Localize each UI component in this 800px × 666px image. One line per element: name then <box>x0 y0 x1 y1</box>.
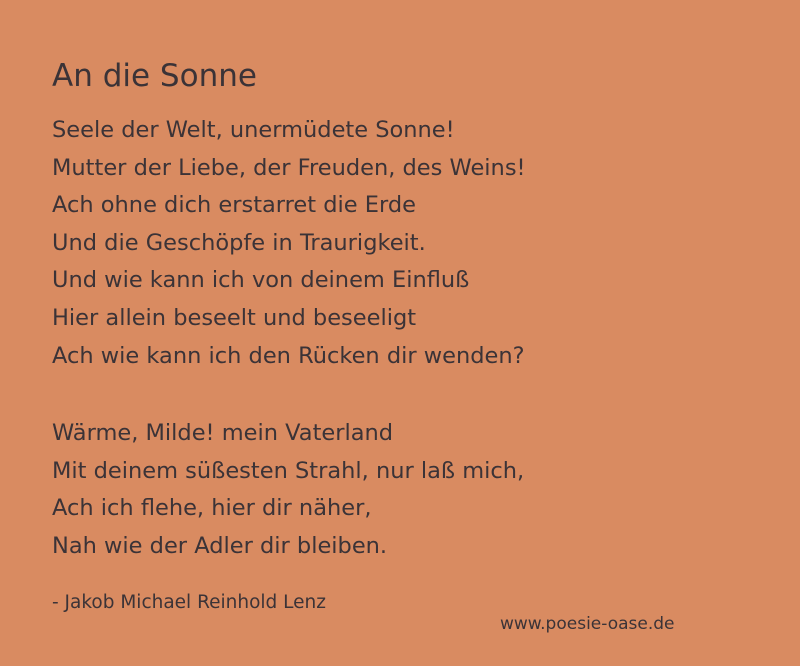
poem-line: Ach ich flehe, hier dir näher, <box>52 495 372 522</box>
poem-line: Wärme, Milde! mein Vaterland <box>52 420 394 446</box>
poem-author: - Jakob Michael Reinhold Lenz <box>52 592 326 613</box>
poem-line: Ach wie kann ich den Rücken dir wenden? <box>52 342 525 369</box>
poem-line: Hier allein beseelt und beseeligt <box>52 304 417 331</box>
poem-line: Ach ohne dich erstarret die Erde <box>52 192 416 219</box>
poem-line: Mit deinem süßesten Strahl, nur laß mich, <box>52 457 525 484</box>
poem-line: Nah wie der Adler dir bleiben. <box>52 532 388 559</box>
poem-line: Seele der Welt, unermüdete Sonne! <box>52 117 455 143</box>
website-url: www.poesie-oase.de <box>500 614 675 634</box>
poem-line: Mutter der Liebe, der Freuden, des Weins! <box>52 154 526 181</box>
stanza-2 <box>52 415 524 565</box>
stanza-1 <box>52 112 526 375</box>
poem-line: Und die Geschöpfe in Traurigkeit. <box>52 229 426 256</box>
poem-line: Und wie kann ich von deinem Einfluß <box>52 267 470 294</box>
poem-title: An die Sonne <box>52 58 257 94</box>
